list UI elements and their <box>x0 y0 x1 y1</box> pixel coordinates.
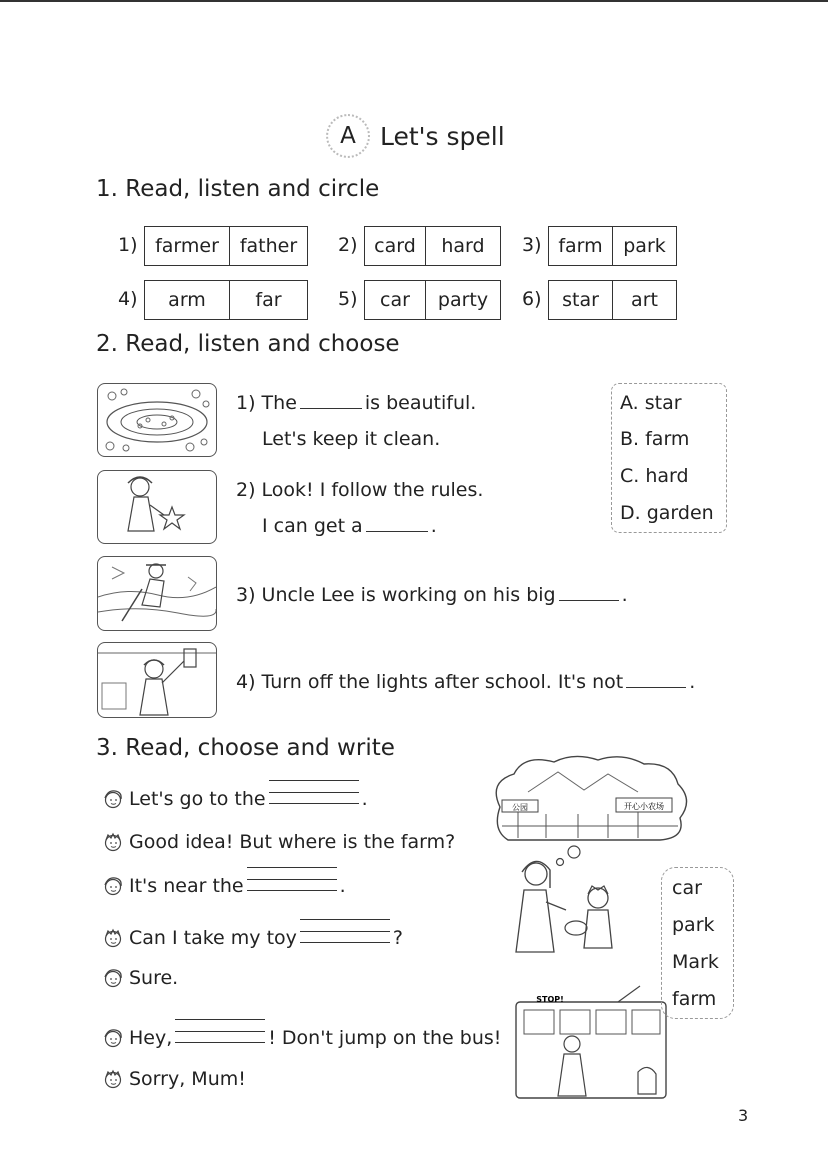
dialogue-line-6 <box>102 1025 501 1051</box>
write-lines[interactable] <box>300 925 390 951</box>
dialogue-line-2 <box>102 831 455 853</box>
d3-start: It's near the <box>129 875 244 897</box>
write-lines[interactable] <box>269 786 359 812</box>
word-option[interactable]: arm <box>168 289 206 311</box>
d7-text: Sorry, Mum! <box>129 1068 246 1090</box>
word-option[interactable]: car <box>380 289 410 311</box>
answer-blank[interactable] <box>300 407 362 409</box>
d2-text: Good idea! But where is the farm? <box>129 831 456 853</box>
q4-end: . <box>689 671 696 693</box>
mum-face-icon <box>102 1027 124 1049</box>
part1-heading: 1. Read, listen and circle <box>96 176 380 202</box>
word-box-6 <box>548 280 677 320</box>
p1-num-1: 1) <box>118 234 138 256</box>
word-bank-item: park <box>672 914 715 936</box>
part3-heading: 3. Read, choose and write <box>96 735 395 761</box>
park-sign: 公园 <box>512 803 528 812</box>
dialogue-line-5 <box>102 967 178 989</box>
d4-end: ? <box>392 927 403 949</box>
dialogue-line-1 <box>102 786 368 812</box>
word-option[interactable]: farmer <box>155 235 219 257</box>
farmer-picture <box>97 556 217 631</box>
section-title-text: Let's spell <box>380 121 505 151</box>
p2-question-3 <box>236 584 628 606</box>
word-option[interactable]: farm <box>558 235 603 257</box>
word-option[interactable]: star <box>562 289 599 311</box>
girl-switch-picture <box>97 642 217 718</box>
word-option[interactable]: party <box>425 281 500 319</box>
word-bank <box>661 867 734 1019</box>
q1-start: 1) The <box>236 392 297 414</box>
kid-face-icon <box>102 1068 124 1090</box>
q2-line2 <box>262 515 437 537</box>
d6-start: Hey, <box>129 1027 173 1049</box>
p1-num-4: 4) <box>118 288 138 310</box>
q1-line2: Let's keep it clean. <box>262 428 441 450</box>
d5-text: Sure. <box>129 967 179 989</box>
write-lines[interactable] <box>247 873 337 899</box>
top-border <box>0 0 828 2</box>
word-bank-item: car <box>672 877 702 899</box>
p1-num-2: 2) <box>338 234 358 256</box>
word-option[interactable]: father <box>229 227 307 265</box>
word-option[interactable]: art <box>612 281 676 319</box>
q2-end: . <box>430 515 437 537</box>
q2-start: I can get a <box>262 515 363 537</box>
word-box-2 <box>364 226 501 266</box>
word-bank-item: Mark <box>672 951 719 973</box>
p1-num-3: 3) <box>522 234 542 256</box>
p1-num-5: 5) <box>338 288 358 310</box>
d1-end: . <box>361 788 368 810</box>
q3-end: . <box>621 584 628 606</box>
part2-heading: 2. Read, listen and choose <box>96 331 400 357</box>
kid-face-icon <box>102 927 124 949</box>
d1-start: Let's go to the <box>129 788 266 810</box>
q3-start: 3) Uncle Lee is working on his big <box>236 584 556 606</box>
garden-picture <box>97 383 217 457</box>
word-option[interactable]: card <box>374 235 416 257</box>
answer-blank[interactable] <box>626 686 686 688</box>
kid-face-icon <box>102 831 124 853</box>
dialogue-line-7 <box>102 1068 246 1090</box>
word-option[interactable]: hard <box>425 227 500 265</box>
mum-face-icon <box>102 875 124 897</box>
answer-blank[interactable] <box>559 599 619 601</box>
p1-num-6: 6) <box>522 288 542 310</box>
option-a: A. star <box>620 392 682 414</box>
d6-end: ! Don't jump on the bus! <box>268 1027 502 1049</box>
word-box-1 <box>144 226 308 266</box>
word-option[interactable]: park <box>612 227 676 265</box>
option-d: D. garden <box>620 502 714 524</box>
word-box-5 <box>364 280 501 320</box>
stop-sign: STOP! <box>536 995 564 1004</box>
word-bank-item: farm <box>672 988 717 1010</box>
q4-start: 4) Turn off the lights after school. It's not <box>236 671 624 693</box>
d3-end: . <box>339 875 346 897</box>
option-b: B. farm <box>620 428 690 450</box>
d4-start: Can I take my toy <box>129 927 297 949</box>
dialogue-line-3 <box>102 873 346 899</box>
p2-question-2: 2) Look! I follow the rules. <box>236 479 484 501</box>
farm-sign: 开心小农场 <box>624 802 664 811</box>
option-c: C. hard <box>620 465 689 487</box>
word-option[interactable]: far <box>229 281 307 319</box>
word-box-3 <box>548 226 677 266</box>
mum-face-icon <box>102 788 124 810</box>
section-letter: A <box>326 114 370 158</box>
word-box-4 <box>144 280 308 320</box>
write-lines[interactable] <box>175 1025 265 1051</box>
page-number: 3 <box>738 1106 749 1125</box>
section-title <box>326 114 505 158</box>
answer-blank[interactable] <box>366 530 428 532</box>
q1-end: is beautiful. <box>364 392 477 414</box>
p2-question-1 <box>236 392 476 414</box>
girl-star-picture <box>97 470 217 544</box>
mum-face-icon <box>102 967 124 989</box>
p2-question-4 <box>236 671 695 693</box>
dialogue-line-4 <box>102 925 403 951</box>
